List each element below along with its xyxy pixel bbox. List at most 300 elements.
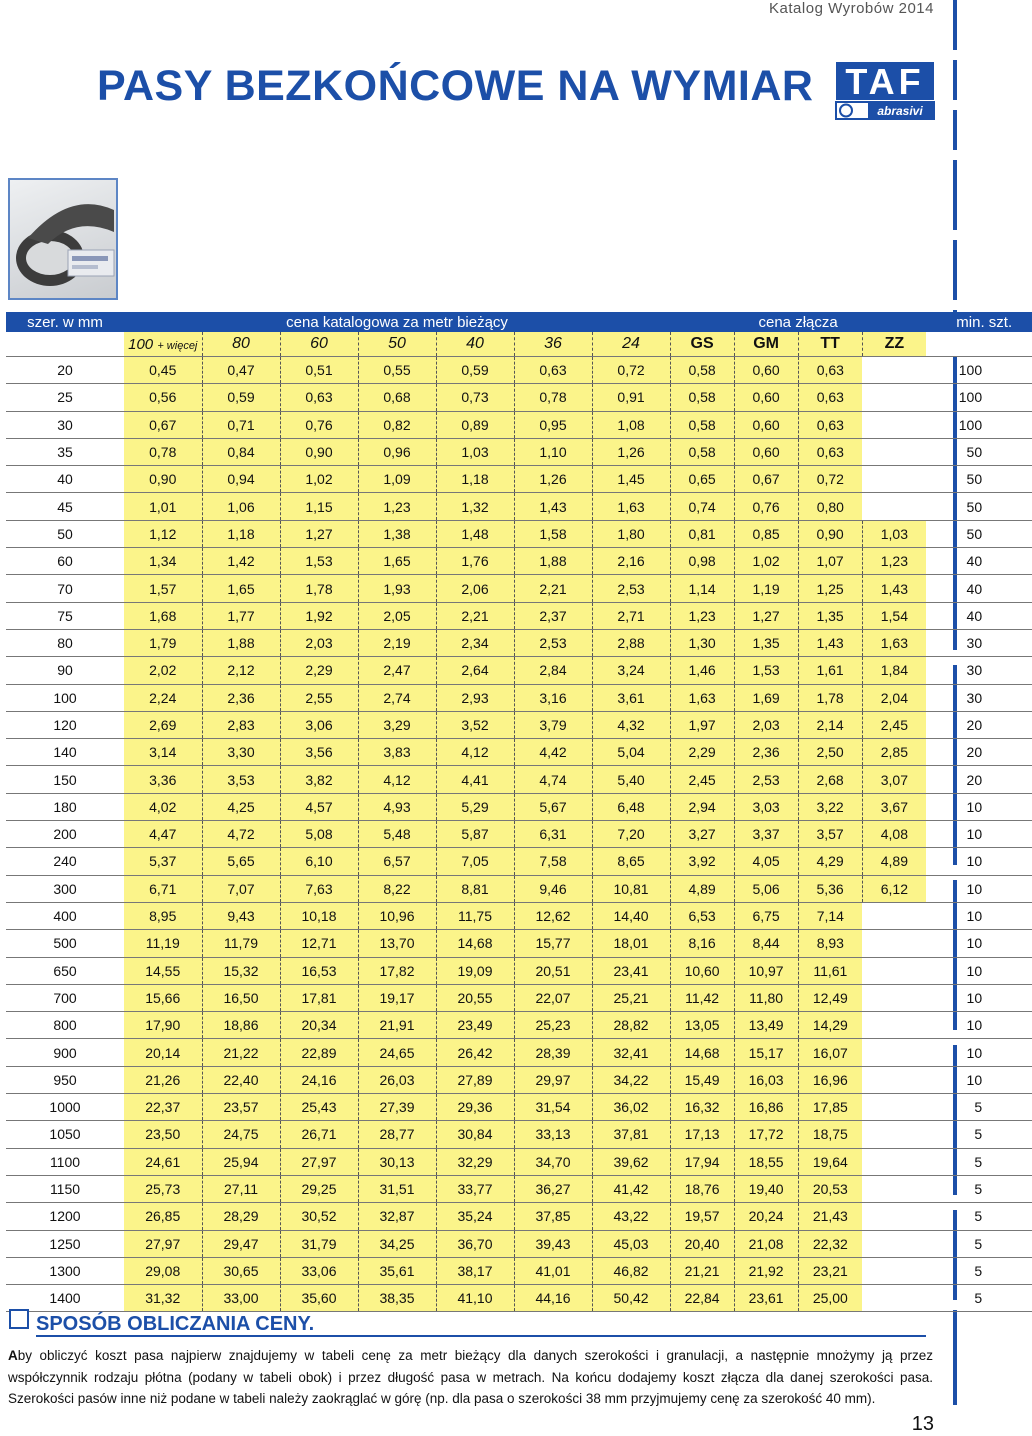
price-cell: 18,86 <box>202 1012 280 1039</box>
joint-price-cell: 15,17 <box>734 1039 798 1066</box>
grit-header: 80 <box>202 332 280 357</box>
joint-price-cell: 17,85 <box>798 1094 862 1121</box>
price-cell: 0,78 <box>124 438 202 465</box>
price-cell: 5,48 <box>358 821 436 848</box>
price-cell: 4,41 <box>436 766 514 793</box>
table-row <box>6 575 1032 602</box>
price-cell: 28,82 <box>592 1012 670 1039</box>
price-cell: 0,63 <box>514 357 592 384</box>
price-cell: 24,16 <box>280 1066 358 1093</box>
joint-price-cell: 14,68 <box>670 1039 734 1066</box>
joint-price-cell: 3,92 <box>670 848 734 875</box>
price-cell: 37,85 <box>514 1203 592 1230</box>
joint-price-cell <box>862 438 926 465</box>
price-cell: 7,63 <box>280 875 358 902</box>
price-cell: 30,52 <box>280 1203 358 1230</box>
price-cell: 2,83 <box>202 711 280 738</box>
joint-price-cell: 0,85 <box>734 520 798 547</box>
joint-price-cell: 22,84 <box>670 1285 734 1312</box>
joint-price-cell: 1,25 <box>798 575 862 602</box>
header-group-row <box>6 312 1032 332</box>
price-cell: 50,42 <box>592 1285 670 1312</box>
joint-price-cell <box>862 984 926 1011</box>
logo-bottom-text: abrasivi <box>877 104 923 118</box>
price-cell: 0,63 <box>280 384 358 411</box>
catalog-header-label: Katalog Wyrobów 2014 <box>769 0 934 17</box>
joint-price-cell: 1,84 <box>862 657 926 684</box>
price-cell: 5,08 <box>280 821 358 848</box>
width-cell: 180 <box>6 793 124 820</box>
price-cell: 29,97 <box>514 1066 592 1093</box>
width-cell: 400 <box>6 902 124 929</box>
joint-price-cell: 0,60 <box>734 384 798 411</box>
price-cell: 0,96 <box>358 438 436 465</box>
joint-price-header: cena złącza <box>670 312 926 332</box>
joint-price-cell: 4,05 <box>734 848 798 875</box>
price-cell: 0,59 <box>202 384 280 411</box>
price-cell: 38,35 <box>358 1285 436 1312</box>
price-cell: 2,84 <box>514 657 592 684</box>
min-qty-cell: 10 <box>926 1066 1032 1093</box>
min-qty-cell: 40 <box>926 575 1032 602</box>
joint-price-cell: 0,58 <box>670 357 734 384</box>
width-cell: 240 <box>6 848 124 875</box>
joint-price-cell: 0,58 <box>670 411 734 438</box>
price-cell: 10,18 <box>280 902 358 929</box>
price-cell: 36,27 <box>514 1175 592 1202</box>
joint-price-cell: 18,75 <box>798 1121 862 1148</box>
joint-price-cell: 3,57 <box>798 821 862 848</box>
table-row <box>6 548 1032 575</box>
joint-price-cell: 13,49 <box>734 1012 798 1039</box>
table-row <box>6 466 1032 493</box>
price-cell: 1,32 <box>436 493 514 520</box>
price-cell: 4,25 <box>202 793 280 820</box>
price-cell: 25,94 <box>202 1148 280 1175</box>
price-cell: 35,60 <box>280 1285 358 1312</box>
price-cell: 1,18 <box>202 520 280 547</box>
joint-price-cell: 8,16 <box>670 930 734 957</box>
joint-price-cell: 0,76 <box>734 493 798 520</box>
width-cell: 1200 <box>6 1203 124 1230</box>
joint-price-cell: 23,21 <box>798 1257 862 1284</box>
grit-header: 60 <box>280 332 358 357</box>
price-cell: 1,42 <box>202 548 280 575</box>
price-cell: 3,14 <box>124 739 202 766</box>
table-row <box>6 1066 1032 1093</box>
joint-price-cell: 5,06 <box>734 875 798 902</box>
joint-price-cell: 15,49 <box>670 1066 734 1093</box>
table-row <box>6 629 1032 656</box>
joint-price-cell: 2,14 <box>798 711 862 738</box>
joint-price-cell: 0,63 <box>798 438 862 465</box>
price-cell: 2,29 <box>280 657 358 684</box>
price-cell: 1,58 <box>514 520 592 547</box>
price-cell: 8,95 <box>124 902 202 929</box>
joint-price-cell: 2,94 <box>670 793 734 820</box>
joint-price-cell: 2,45 <box>862 711 926 738</box>
joint-price-cell: 1,03 <box>862 520 926 547</box>
table-row <box>6 984 1032 1011</box>
price-cell: 3,79 <box>514 711 592 738</box>
price-cell: 15,66 <box>124 984 202 1011</box>
price-cell: 5,29 <box>436 793 514 820</box>
price-cell: 3,82 <box>280 766 358 793</box>
table-row <box>6 520 1032 547</box>
price-cell: 1,15 <box>280 493 358 520</box>
joint-price-cell: 4,89 <box>670 875 734 902</box>
joint-price-cell: 2,53 <box>734 766 798 793</box>
price-cell: 22,40 <box>202 1066 280 1093</box>
price-cell: 26,42 <box>436 1039 514 1066</box>
table-row <box>6 902 1032 929</box>
joint-price-cell <box>862 957 926 984</box>
price-cell: 18,01 <box>592 930 670 957</box>
joint-price-cell: 1,23 <box>862 548 926 575</box>
price-cell: 33,77 <box>436 1175 514 1202</box>
joint-price-cell <box>862 493 926 520</box>
joint-price-cell: 3,07 <box>862 766 926 793</box>
price-cell: 1,76 <box>436 548 514 575</box>
min-qty-cell: 40 <box>926 548 1032 575</box>
joint-price-cell: 16,86 <box>734 1094 798 1121</box>
width-cell: 950 <box>6 1066 124 1093</box>
price-cell: 4,02 <box>124 793 202 820</box>
joint-price-cell: 19,57 <box>670 1203 734 1230</box>
price-cell: 2,36 <box>202 684 280 711</box>
joint-price-cell: 17,72 <box>734 1121 798 1148</box>
table-row <box>6 384 1032 411</box>
min-qty-cell: 20 <box>926 739 1032 766</box>
price-cell: 2,03 <box>280 629 358 656</box>
price-cell: 1,01 <box>124 493 202 520</box>
table-row <box>6 875 1032 902</box>
price-cell: 2,19 <box>358 629 436 656</box>
joint-price-cell: 0,67 <box>734 466 798 493</box>
price-cell: 39,62 <box>592 1148 670 1175</box>
price-cell: 1,63 <box>592 493 670 520</box>
price-cell: 4,42 <box>514 739 592 766</box>
min-qty-cell: 10 <box>926 984 1032 1011</box>
joint-header: ZZ <box>862 332 926 357</box>
price-cell: 22,07 <box>514 984 592 1011</box>
table-row <box>6 1039 1032 1066</box>
grit-header-100: 100 + więcej <box>124 332 202 357</box>
joint-price-cell: 18,55 <box>734 1148 798 1175</box>
table-row <box>6 793 1032 820</box>
price-cell: 41,01 <box>514 1257 592 1284</box>
price-cell: 1,93 <box>358 575 436 602</box>
price-cell: 1,79 <box>124 629 202 656</box>
price-cell: 6,31 <box>514 821 592 848</box>
price-cell: 2,74 <box>358 684 436 711</box>
price-cell: 1,18 <box>436 466 514 493</box>
price-cell: 41,42 <box>592 1175 670 1202</box>
joint-price-cell: 0,58 <box>670 438 734 465</box>
price-cell: 0,67 <box>124 411 202 438</box>
width-cell: 35 <box>6 438 124 465</box>
price-cell: 32,29 <box>436 1148 514 1175</box>
joint-price-cell: 20,24 <box>734 1203 798 1230</box>
price-cell: 1,88 <box>514 548 592 575</box>
price-cell: 1,27 <box>280 520 358 547</box>
joint-price-cell: 16,32 <box>670 1094 734 1121</box>
price-cell: 1,57 <box>124 575 202 602</box>
price-cell: 2,34 <box>436 629 514 656</box>
price-cell: 24,61 <box>124 1148 202 1175</box>
min-qty-cell: 5 <box>926 1148 1032 1175</box>
table-row <box>6 739 1032 766</box>
price-cell: 1,80 <box>592 520 670 547</box>
price-cell: 2,37 <box>514 602 592 629</box>
joint-price-cell: 21,43 <box>798 1203 862 1230</box>
price-cell: 29,25 <box>280 1175 358 1202</box>
price-cell: 25,23 <box>514 1012 592 1039</box>
joint-price-cell: 1,27 <box>734 602 798 629</box>
table-row <box>6 1175 1032 1202</box>
joint-price-cell: 0,58 <box>670 384 734 411</box>
width-column-header: szer. w mm <box>6 312 124 332</box>
width-cell: 75 <box>6 602 124 629</box>
joint-price-cell: 16,07 <box>798 1039 862 1066</box>
joint-price-cell: 8,44 <box>734 930 798 957</box>
price-cell: 11,19 <box>124 930 202 957</box>
price-cell: 14,55 <box>124 957 202 984</box>
joint-price-cell: 0,72 <box>798 466 862 493</box>
min-qty-cell: 10 <box>926 821 1032 848</box>
price-cell: 1,26 <box>592 438 670 465</box>
width-cell: 70 <box>6 575 124 602</box>
price-cell: 1,12 <box>124 520 202 547</box>
price-cell: 1,06 <box>202 493 280 520</box>
joint-price-cell: 14,29 <box>798 1012 862 1039</box>
price-cell: 0,89 <box>436 411 514 438</box>
min-qty-cell: 100 <box>926 357 1032 384</box>
joint-price-cell: 2,29 <box>670 739 734 766</box>
joint-price-cell: 0,80 <box>798 493 862 520</box>
price-cell: 17,90 <box>124 1012 202 1039</box>
width-cell: 30 <box>6 411 124 438</box>
price-cell: 29,47 <box>202 1230 280 1257</box>
catalog-price-header: cena katalogowa za metr bieżący <box>124 312 670 332</box>
joint-price-cell <box>862 902 926 929</box>
price-cell: 0,55 <box>358 357 436 384</box>
price-cell: 3,24 <box>592 657 670 684</box>
price-cell: 25,73 <box>124 1175 202 1202</box>
joint-price-cell <box>862 1285 926 1312</box>
pricing-description <box>8 1345 933 1410</box>
joint-price-cell: 3,22 <box>798 793 862 820</box>
table-row <box>6 930 1032 957</box>
table-row <box>6 1012 1032 1039</box>
price-cell: 27,97 <box>280 1148 358 1175</box>
min-qty-header: min. szt. <box>926 312 1032 332</box>
price-cell: 28,39 <box>514 1039 592 1066</box>
price-cell: 0,95 <box>514 411 592 438</box>
joint-price-cell: 1,02 <box>734 548 798 575</box>
price-cell: 1,53 <box>280 548 358 575</box>
min-qty-cell: 5 <box>926 1175 1032 1202</box>
price-cell: 14,40 <box>592 902 670 929</box>
price-table <box>6 312 1032 1312</box>
width-cell: 140 <box>6 739 124 766</box>
joint-price-cell: 1,54 <box>862 602 926 629</box>
min-qty-cell: 20 <box>926 711 1032 738</box>
price-cell: 5,04 <box>592 739 670 766</box>
price-cell: 23,57 <box>202 1094 280 1121</box>
grit-header: 40 <box>436 332 514 357</box>
joint-price-cell: 2,68 <box>798 766 862 793</box>
width-cell: 1250 <box>6 1230 124 1257</box>
price-cell: 36,70 <box>436 1230 514 1257</box>
price-cell: 24,65 <box>358 1039 436 1066</box>
price-cell: 26,71 <box>280 1121 358 1148</box>
price-cell: 33,00 <box>202 1285 280 1312</box>
joint-price-cell: 4,08 <box>862 821 926 848</box>
price-cell: 2,05 <box>358 602 436 629</box>
joint-price-cell: 3,37 <box>734 821 798 848</box>
price-cell: 30,65 <box>202 1257 280 1284</box>
price-cell: 8,22 <box>358 875 436 902</box>
price-cell: 0,84 <box>202 438 280 465</box>
width-cell: 650 <box>6 957 124 984</box>
table-row <box>6 821 1032 848</box>
price-cell: 20,34 <box>280 1012 358 1039</box>
min-qty-cell: 20 <box>926 766 1032 793</box>
price-cell: 27,97 <box>124 1230 202 1257</box>
price-cell: 1,34 <box>124 548 202 575</box>
price-cell: 0,47 <box>202 357 280 384</box>
table-row <box>6 1285 1032 1312</box>
price-cell: 0,51 <box>280 357 358 384</box>
price-cell: 29,08 <box>124 1257 202 1284</box>
price-cell: 0,56 <box>124 384 202 411</box>
price-cell: 11,75 <box>436 902 514 929</box>
price-cell: 1,38 <box>358 520 436 547</box>
price-cell: 2,69 <box>124 711 202 738</box>
joint-price-cell: 16,96 <box>798 1066 862 1093</box>
width-cell: 1400 <box>6 1285 124 1312</box>
joint-price-cell: 0,81 <box>670 520 734 547</box>
price-cell: 31,79 <box>280 1230 358 1257</box>
price-cell: 2,21 <box>514 575 592 602</box>
min-qty-cell: 50 <box>926 466 1032 493</box>
price-cell: 34,70 <box>514 1148 592 1175</box>
price-cell: 1,65 <box>202 575 280 602</box>
price-cell: 26,03 <box>358 1066 436 1093</box>
joint-price-cell: 2,04 <box>862 684 926 711</box>
price-cell: 25,21 <box>592 984 670 1011</box>
table-row <box>6 1148 1032 1175</box>
joint-price-cell <box>862 1094 926 1121</box>
joint-price-cell: 13,05 <box>670 1012 734 1039</box>
joint-price-cell: 22,32 <box>798 1230 862 1257</box>
table-row <box>6 766 1032 793</box>
price-cell: 44,16 <box>514 1285 592 1312</box>
min-qty-cell: 10 <box>926 848 1032 875</box>
price-cell: 1,68 <box>124 602 202 629</box>
joint-price-cell: 21,08 <box>734 1230 798 1257</box>
joint-price-cell: 1,63 <box>670 684 734 711</box>
joint-price-cell: 1,35 <box>798 602 862 629</box>
price-cell: 1,26 <box>514 466 592 493</box>
price-cell: 0,76 <box>280 411 358 438</box>
table-row <box>6 357 1032 384</box>
price-cell: 9,43 <box>202 902 280 929</box>
price-cell: 10,81 <box>592 875 670 902</box>
price-cell: 0,90 <box>124 466 202 493</box>
price-cell: 2,93 <box>436 684 514 711</box>
width-cell: 500 <box>6 930 124 957</box>
price-cell: 21,22 <box>202 1039 280 1066</box>
joint-price-cell: 2,85 <box>862 739 926 766</box>
price-cell: 1,65 <box>358 548 436 575</box>
min-qty-cell: 50 <box>926 520 1032 547</box>
price-cell: 1,23 <box>358 493 436 520</box>
table-row <box>6 438 1032 465</box>
joint-price-cell: 1,46 <box>670 657 734 684</box>
min-qty-cell: 100 <box>926 411 1032 438</box>
price-cell: 4,72 <box>202 821 280 848</box>
price-cell: 22,89 <box>280 1039 358 1066</box>
width-cell: 300 <box>6 875 124 902</box>
joint-price-cell: 21,21 <box>670 1257 734 1284</box>
price-cell: 2,53 <box>514 629 592 656</box>
price-cell: 16,53 <box>280 957 358 984</box>
joint-price-cell: 7,14 <box>798 902 862 929</box>
price-table-body <box>6 357 1032 1312</box>
joint-price-cell: 1,14 <box>670 575 734 602</box>
price-cell: 13,70 <box>358 930 436 957</box>
price-cell: 15,77 <box>514 930 592 957</box>
price-cell: 15,32 <box>202 957 280 984</box>
price-cell: 1,77 <box>202 602 280 629</box>
taf-logo <box>836 62 934 120</box>
price-cell: 3,36 <box>124 766 202 793</box>
joint-price-cell: 23,61 <box>734 1285 798 1312</box>
min-qty-cell: 10 <box>926 793 1032 820</box>
price-cell: 8,65 <box>592 848 670 875</box>
price-cell: 4,74 <box>514 766 592 793</box>
price-cell: 5,67 <box>514 793 592 820</box>
price-cell: 1,10 <box>514 438 592 465</box>
price-cell: 8,81 <box>436 875 514 902</box>
price-cell: 20,55 <box>436 984 514 1011</box>
price-cell: 0,91 <box>592 384 670 411</box>
joint-price-cell <box>862 1175 926 1202</box>
price-cell: 2,47 <box>358 657 436 684</box>
grit-header: 36 <box>514 332 592 357</box>
joint-price-cell: 17,13 <box>670 1121 734 1148</box>
joint-price-cell: 19,64 <box>798 1148 862 1175</box>
price-cell: 12,71 <box>280 930 358 957</box>
min-qty-cell: 50 <box>926 438 1032 465</box>
table-row <box>6 1203 1032 1230</box>
price-cell: 34,22 <box>592 1066 670 1093</box>
table-row <box>6 657 1032 684</box>
joint-price-cell: 1,61 <box>798 657 862 684</box>
price-cell: 6,71 <box>124 875 202 902</box>
min-qty-cell: 40 <box>926 602 1032 629</box>
price-cell: 7,58 <box>514 848 592 875</box>
logo-top-text: TAF <box>845 61 925 102</box>
price-cell: 2,21 <box>436 602 514 629</box>
min-qty-cell: 5 <box>926 1257 1032 1284</box>
price-cell: 0,94 <box>202 466 280 493</box>
joint-price-cell <box>862 930 926 957</box>
joint-price-cell: 1,97 <box>670 711 734 738</box>
min-qty-cell: 5 <box>926 1094 1032 1121</box>
